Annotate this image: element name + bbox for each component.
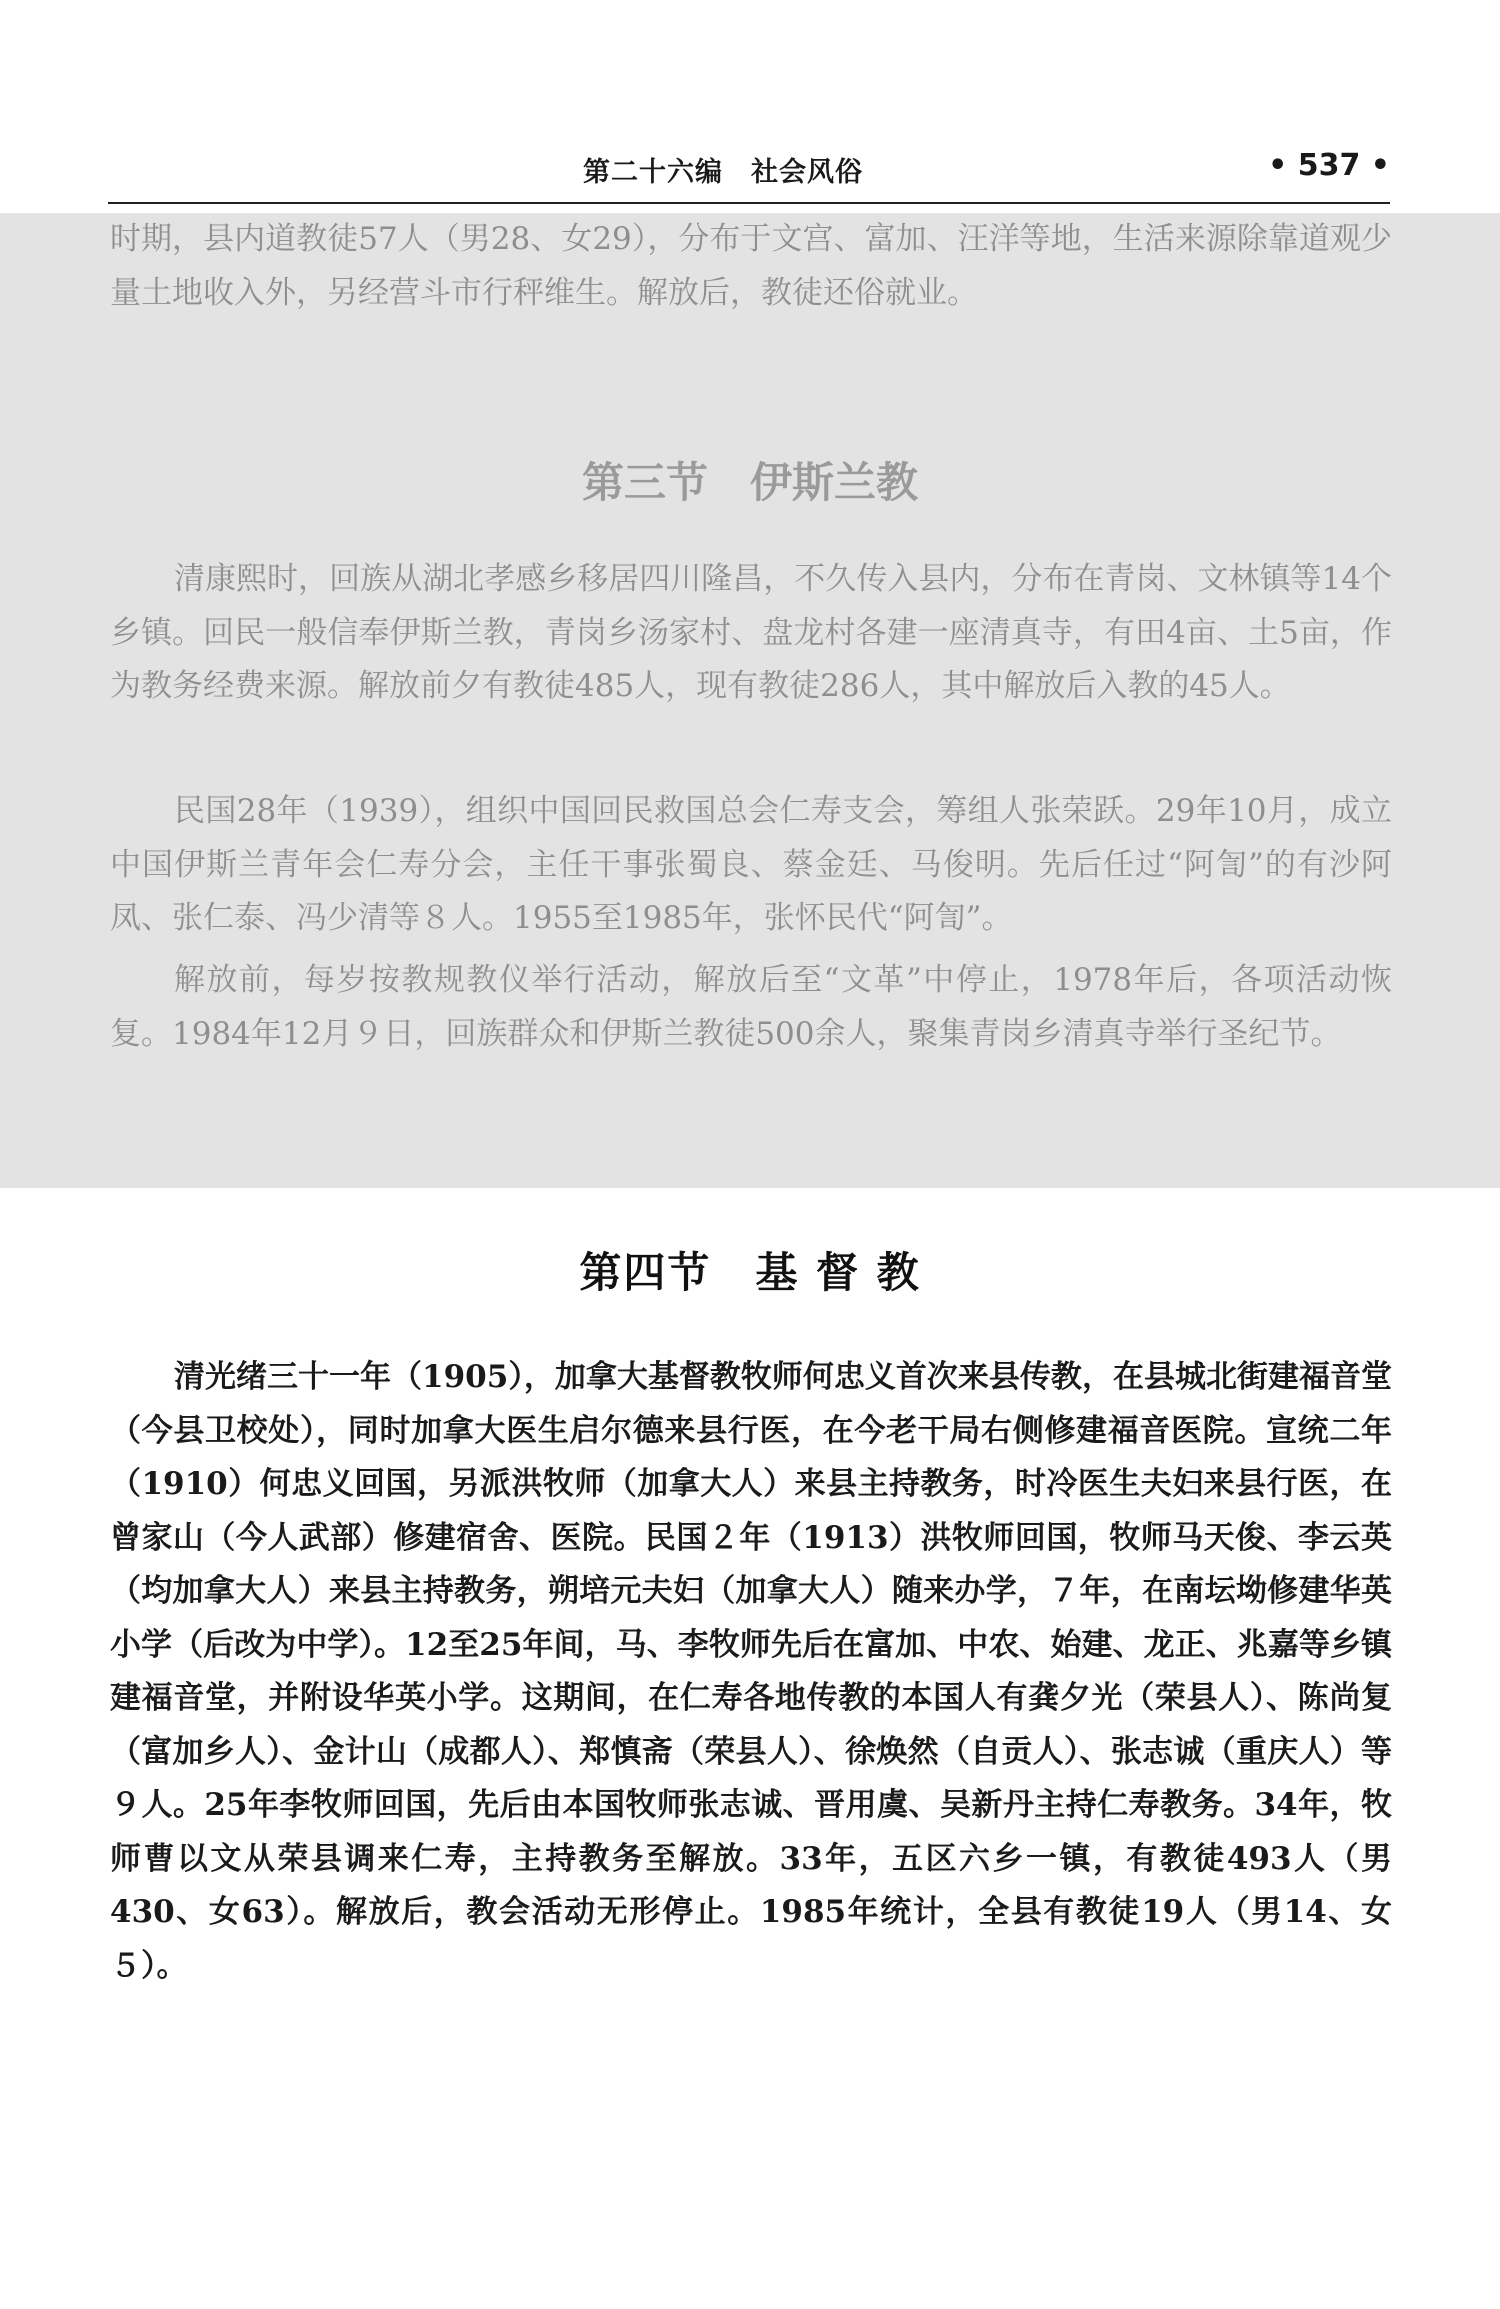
islam-paragraph-2: 民国28年（1939），组织中国回民救国总会仁寿支会，筹组人张荣跃。29年10月，成立中国伊斯兰青年会仁寿分会，主任干事张蜀良、蔡金廷、马俊明。先后任过“阿訇”的有沙阿凤、张仁泰、冯少清等８人。1955至1985年，张怀民代“阿訇”。 bbox=[110, 793, 1392, 936]
islam-paragraph-1: 清康熙时，回族从湖北孝感乡移居四川隆昌，不久传入县内，分布在青岗、文林镇等14个乡镇。回民一般信奉伊斯兰教，青岗乡汤家村、盘龙村各建一座清真寺，有田4亩、土5亩，作为教务经费来源。解放前夕有教徒485人，现有教徒286人，其中解放后入教的45人。 bbox=[110, 561, 1392, 704]
header-rule bbox=[108, 202, 1390, 204]
running-head: 第二十六编 社会风俗 bbox=[583, 157, 863, 188]
page-header bbox=[108, 150, 1390, 196]
islam-paragraph-3: 解放前，每岁按教规教仪举行活动，解放后至“文革”中停止，1978年后，各项活动恢复。1984年12月９日，回族群众和伊斯兰教徒500余人，聚集青岗乡清真寺举行圣纪节。 bbox=[110, 962, 1392, 1052]
page-number: • 537 • bbox=[1268, 148, 1390, 183]
christianity-paragraph: 清光绪三十一年（1905），加拿大基督教牧师何忠义首次来县传教，在县城北街建福音堂（今县卫校处），同时加拿大医生启尔德来县行医，在今老干局右侧修建福音医院。宣统二年（1910）何忠义回国，另派洪牧师（加拿大人）来县主持教务，时冷医生夫妇来县行医，在曾家山（今人武部）修建宿舍、医院。民国２年（1913）洪牧师回国，牧师马天俊、李云英（均加拿大人）来县主持教务，朔培元夫妇（加拿大人）随来办学，７年，在南坛坳修建华英小学（后改为中学）。12至25年间，马、李牧师先后在富加、中农、始建、龙正、兆嘉等乡镇建福音堂，并附设华英小学。这期间，在仁寿各地传教的本国人有龚夕光（荣县人）、陈尚复（富加乡人）、金计山（成都人）、郑慎斋（荣县人）、徐焕然（自贡人）、张志诚（重庆人）等９人。25年李牧师回国，先后由本国牧师张志诚、晋用虞、吴新丹主持仁寿教务。34年，牧师曹以文从荣县调来仁寿，主持教务至解放。33年，五区六乡一镇，有教徒493人（男430、女63）。解放后，教会活动无形停止。1985年统计，全县有教徒19人（男14、女５）。 bbox=[110, 1359, 1392, 1984]
faded-intro-paragraph: 时期，县内道教徒57人（男28、女29），分布于文宫、富加、汪洋等地，生活来源除靠道观少量土地收入外，另经营斗市行秤维生。解放后，教徒还俗就业。 bbox=[110, 221, 1392, 311]
section-title-islam: 第三节 伊斯兰教 bbox=[581, 458, 918, 507]
section-title-christianity: 第四节 基 督 教 bbox=[579, 1248, 921, 1297]
